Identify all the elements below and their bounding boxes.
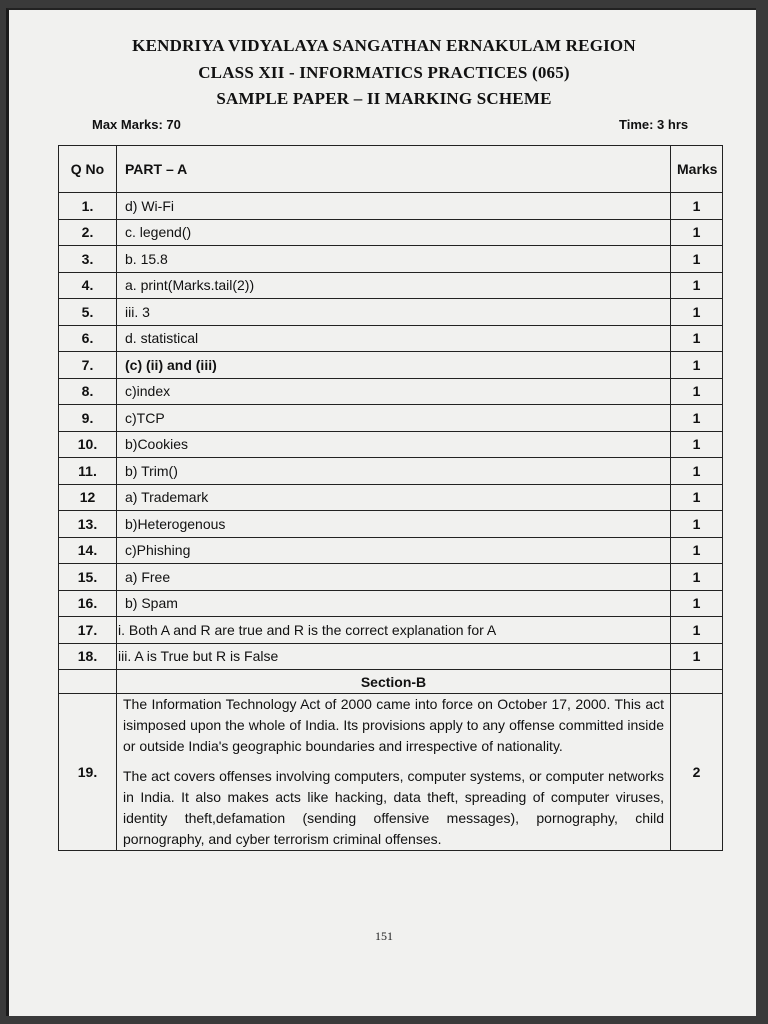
header-part-a: PART – A — [117, 146, 671, 193]
table-row — [59, 431, 723, 458]
q-number: 11. — [59, 458, 117, 485]
q-number: 2. — [59, 219, 117, 246]
table-row — [59, 299, 723, 326]
answer: b)Heterogenous — [117, 511, 671, 538]
table-row — [59, 193, 723, 220]
q-number: 3. — [59, 246, 117, 273]
marks: 1 — [671, 617, 723, 644]
table-row — [59, 537, 723, 564]
marks: 1 — [671, 537, 723, 564]
table-row — [59, 246, 723, 273]
q19-paragraph-2: The act covers offenses involving computers, computer systems, or computer networks in India. It also makes acts like hacking, data theft, spreading of computer viruses, identity theft,defamation (sending offensive messages), pornography, child pornography, and cyber terrorism criminal offenses. — [123, 768, 664, 847]
marks: 1 — [671, 299, 723, 326]
answer: c)TCP — [117, 405, 671, 432]
q-number: 10. — [59, 431, 117, 458]
q-number: 8. — [59, 378, 117, 405]
marks: 1 — [671, 246, 723, 273]
answer: b)Cookies — [117, 431, 671, 458]
q-number: 13. — [59, 511, 117, 538]
class-subtitle: CLASS XII - INFORMATICS PRACTICES (065) — [198, 63, 570, 82]
answer: (c) (ii) and (iii) — [117, 352, 671, 379]
q19-marks: 2 — [671, 694, 723, 851]
marks: 1 — [671, 458, 723, 485]
table-row — [59, 590, 723, 617]
answer: b) Spam — [117, 590, 671, 617]
max-marks: Max Marks: 70 — [92, 117, 181, 132]
marks: 1 — [671, 643, 723, 670]
marks: 1 — [671, 511, 723, 538]
q-number: 9. — [59, 405, 117, 432]
answer: b. 15.8 — [117, 246, 671, 273]
answer: iii. 3 — [117, 299, 671, 326]
table-row — [59, 352, 723, 379]
answer: a) Trademark — [117, 484, 671, 511]
answer: d. statistical — [117, 325, 671, 352]
table-row-q19 — [59, 694, 723, 851]
scheme-subtitle: SAMPLE PAPER – II MARKING SCHEME — [216, 89, 552, 108]
table-row — [59, 484, 723, 511]
table-row — [59, 511, 723, 538]
q-number: 15. — [59, 564, 117, 591]
q19-number: 19. — [59, 694, 117, 851]
table-header-row — [59, 146, 723, 193]
marks: 1 — [671, 484, 723, 511]
q-number: 4. — [59, 272, 117, 299]
marks: 1 — [671, 378, 723, 405]
q19-answer — [117, 694, 671, 851]
answer: i. Both A and R are true and R is the correct explanation for A — [117, 617, 671, 644]
table-row — [59, 325, 723, 352]
section-b-row — [59, 670, 723, 694]
table-row — [59, 458, 723, 485]
page-number: 151 — [375, 929, 393, 943]
section-b-q-cell — [59, 670, 117, 694]
marks: 1 — [671, 272, 723, 299]
marks: 1 — [671, 564, 723, 591]
answer: a. print(Marks.tail(2)) — [117, 272, 671, 299]
marks: 1 — [671, 193, 723, 220]
document-title: KENDRIYA VIDYALAYA SANGATHAN ERNAKULAM REGION — [132, 36, 636, 55]
q-number: 5. — [59, 299, 117, 326]
header-q-no: Q No — [59, 146, 117, 193]
q-number: 17. — [59, 617, 117, 644]
answer: iii. A is True but R is False — [117, 643, 671, 670]
table-row — [59, 643, 723, 670]
answer: c)index — [117, 378, 671, 405]
marking-scheme-table — [58, 145, 723, 851]
q-number: 1. — [59, 193, 117, 220]
marks: 1 — [671, 325, 723, 352]
section-b-marks-cell — [671, 670, 723, 694]
marks: 1 — [671, 431, 723, 458]
marks: 1 — [671, 590, 723, 617]
table-row — [59, 617, 723, 644]
q-number: 16. — [59, 590, 117, 617]
table-row — [59, 405, 723, 432]
table-row — [59, 378, 723, 405]
marks: 1 — [671, 405, 723, 432]
table-row — [59, 219, 723, 246]
answer: c)Phishing — [117, 537, 671, 564]
marks: 1 — [671, 219, 723, 246]
table-row — [59, 272, 723, 299]
time-allowed: Time: 3 hrs — [619, 117, 689, 132]
q19-paragraph-1: The Information Technology Act of 2000 came into force on October 17, 2000. This act isimposed upon the whole of India. Its provisions apply to any offense committed inside or outside India's geographic boundaries and irrespective of nationality. — [123, 696, 664, 754]
table-row — [59, 564, 723, 591]
answer: b) Trim() — [117, 458, 671, 485]
marks: 1 — [671, 352, 723, 379]
q-number: 18. — [59, 643, 117, 670]
q-number: 6. — [59, 325, 117, 352]
q-number: 14. — [59, 537, 117, 564]
answer: a) Free — [117, 564, 671, 591]
q-number: 7. — [59, 352, 117, 379]
answer: d) Wi-Fi — [117, 193, 671, 220]
answer: c. legend() — [117, 219, 671, 246]
q-number: 12 — [59, 484, 117, 511]
header-marks: Marks — [671, 146, 723, 193]
section-b-title: Section-B — [117, 670, 671, 694]
